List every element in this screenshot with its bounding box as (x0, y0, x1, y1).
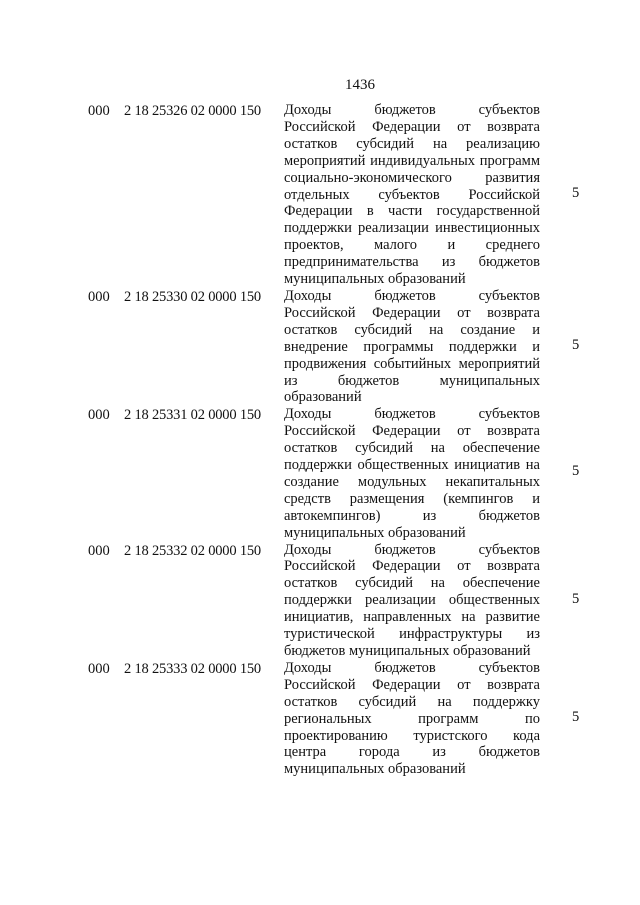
distribution-norm: 5 (572, 590, 580, 607)
description-line: проектов, малого и среднего (284, 237, 540, 254)
admin-code: 000 (88, 660, 110, 677)
table-row (0, 102, 640, 288)
distribution-norm: 5 (572, 336, 580, 353)
admin-code: 000 (88, 542, 110, 559)
description-line: социально-экономического развития (284, 169, 540, 186)
table-row (0, 542, 640, 660)
description-line: Российской Федерации от возврата (284, 558, 540, 575)
revenue-description (284, 288, 540, 406)
table-row (0, 660, 640, 778)
description-line: Доходы бюджетов субъектов (284, 659, 540, 676)
revenue-description (284, 406, 540, 541)
description-line: создание модульных некапитальных (284, 473, 540, 490)
description-line: Доходы бюджетов субъектов (284, 541, 540, 558)
budget-classification-code: 2 18 25333 02 0000 150 (124, 660, 261, 677)
description-line: Российской Федерации от возврата (284, 423, 540, 440)
revenue-description (284, 542, 540, 660)
description-line: поддержки общественных инициатив на (284, 457, 540, 474)
description-line: остатков субсидий на создание и (284, 321, 540, 338)
revenue-description (284, 660, 540, 778)
budget-classification-code: 2 18 25331 02 0000 150 (124, 407, 261, 424)
description-line: остатков субсидий на поддержку (284, 693, 540, 710)
description-line: остатков субсидий на обеспечение (284, 440, 540, 457)
description-line: остатков субсидий на реализацию (284, 135, 540, 152)
distribution-norm: 5 (572, 185, 580, 201)
description-line: Доходы бюджетов субъектов (284, 287, 540, 304)
description-line: образований (284, 389, 362, 406)
description-line: региональных программ по (284, 710, 540, 727)
description-line: остатков субсидий на обеспечение (284, 575, 540, 592)
description-line: средств размещения (кемпингов и (284, 490, 540, 507)
description-line: Доходы бюджетов субъектов (284, 102, 540, 118)
description-line: Российской Федерации от возврата (284, 118, 540, 135)
distribution-norm: 5 (572, 708, 580, 725)
revenue-description (284, 102, 540, 288)
description-line: поддержки реализации общественных (284, 592, 540, 609)
description-line: туристической инфраструктуры из (284, 626, 540, 643)
description-line: из бюджетов муниципальных (284, 372, 540, 389)
description-line: отдельных субъектов Российской (284, 186, 540, 203)
description-line: муниципальных образований (284, 524, 466, 541)
revenue-table (0, 102, 640, 778)
page-number: 1436 (345, 77, 375, 93)
admin-code: 000 (88, 103, 110, 119)
description-line: предпринимательства из бюджетов (284, 254, 540, 271)
budget-classification-code: 2 18 25326 02 0000 150 (124, 103, 261, 119)
distribution-norm: 5 (572, 463, 580, 480)
budget-classification-code: 2 18 25330 02 0000 150 (124, 288, 261, 305)
description-line: автокемпингов) из бюджетов (284, 507, 540, 524)
description-line: Российской Федерации от возврата (284, 676, 540, 693)
description-line: бюджетов муниципальных образований (284, 643, 531, 659)
description-line: мероприятий индивидуальных программ (284, 152, 540, 169)
description-line: Российской Федерации от возврата (284, 304, 540, 321)
description-line: продвижения событийных мероприятий (284, 355, 540, 372)
admin-code: 000 (88, 288, 110, 305)
admin-code: 000 (88, 407, 110, 424)
description-line: муниципальных образований (284, 271, 466, 288)
description-line: проектированию туристского кода (284, 727, 540, 744)
budget-classification-code: 2 18 25332 02 0000 150 (124, 542, 261, 559)
description-line: Доходы бюджетов субъектов (284, 406, 540, 423)
description-line: поддержки реализации инвестиционных (284, 220, 540, 237)
description-line: центра города из бюджетов (284, 744, 540, 761)
description-line: внедрение программы поддержки и (284, 338, 540, 355)
description-line: инициатив, направленных на развитие (284, 609, 540, 626)
description-line: Федерации в части государственной (284, 203, 540, 220)
table-row (0, 288, 640, 406)
description-line: муниципальных образований (284, 761, 466, 778)
table-row (0, 406, 640, 541)
